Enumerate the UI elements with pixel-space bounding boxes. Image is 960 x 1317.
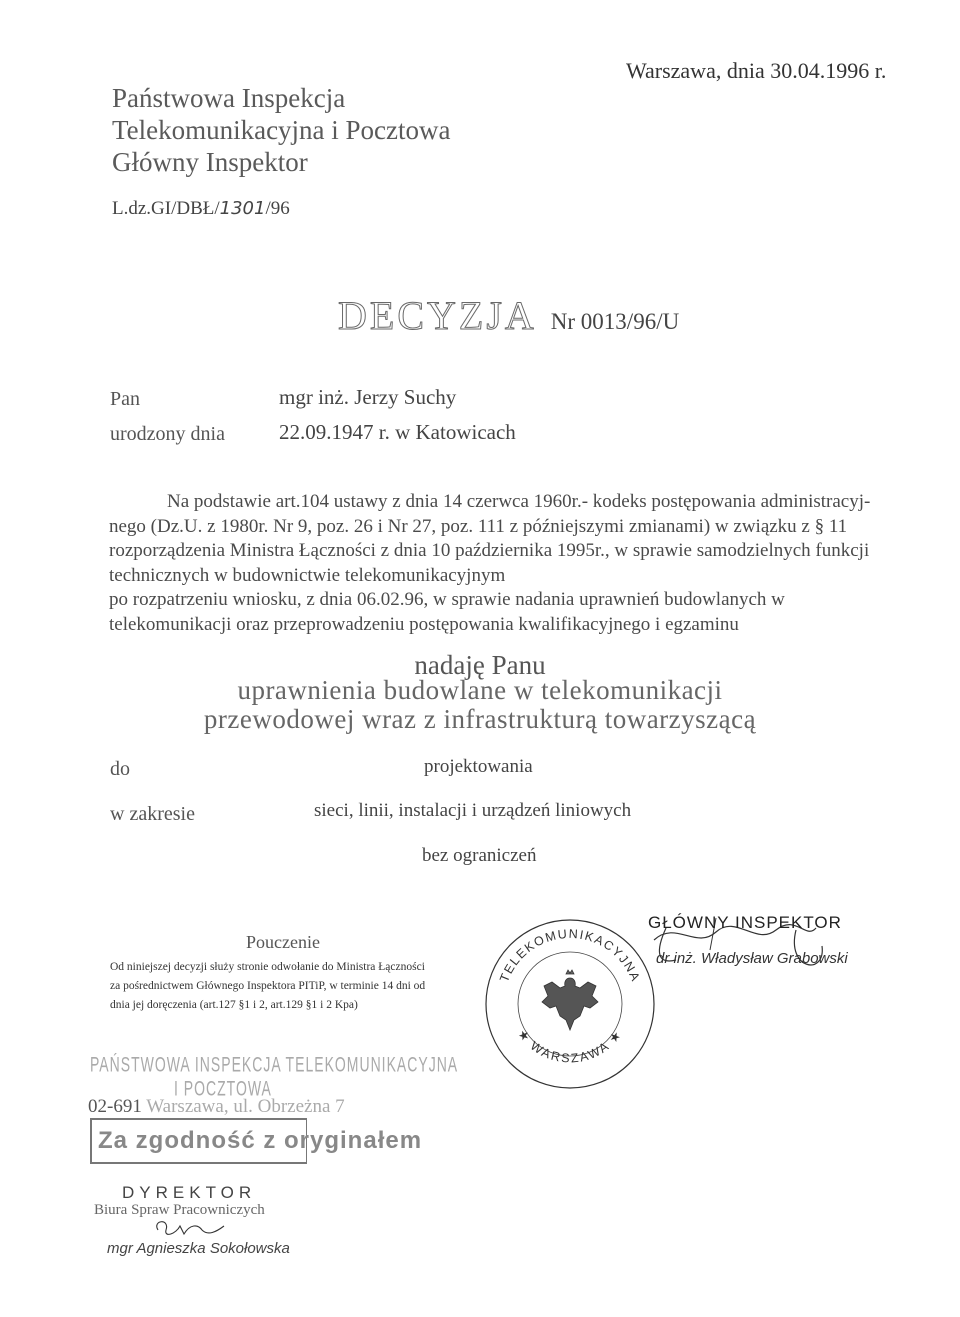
stamp-postcode: 02-691 xyxy=(88,1096,142,1117)
body-line: nego (Dz.U. z 1980r. Nr 9, poz. 26 i Nr 27, poz. 111 z późniejszymi zmianami) w związku z § 11 xyxy=(109,515,848,537)
stamp-address xyxy=(88,1096,345,1118)
institution-line-2: I POCZTOWA xyxy=(174,1076,272,1100)
body-line: po rozpatrzeniu wniosku, z dnia 06.02.96, w sprawie nadania uprawnień budowlanych w xyxy=(109,589,785,610)
pouczenie-text xyxy=(110,958,425,1015)
reference-number xyxy=(112,198,290,220)
issuer-block xyxy=(112,82,451,178)
institution-stamp xyxy=(90,1052,458,1100)
document-title xyxy=(338,292,679,339)
director-title: DYREKTOR xyxy=(122,1183,257,1202)
issuer-line-1: Państwowa Inspekcja xyxy=(112,83,346,113)
director-signature-scribble xyxy=(150,1216,230,1242)
body-line: Na podstawie art.104 ustawy z dnia 14 czerwca 1960r.- kodeks postępowania administracyj- xyxy=(167,491,871,512)
issuer-line-2: Telekomunikacyjna i Pocztowa xyxy=(112,115,451,145)
pouczenie-line: dnia jej doręczenia (art.127 §1 i 2, art.129 §1 i 2 Kpa) xyxy=(110,999,358,1011)
svg-text:★ WARSZAWA ★ xyxy=(515,1027,625,1066)
pouczenie-line: Od niniejszej decyzji służy stronie odwołanie do Ministra Łączności xyxy=(110,961,425,973)
do-value: projektowania xyxy=(424,756,533,777)
pouczenie-title: Pouczenie xyxy=(246,932,320,952)
pouczenie-line: za pośrednictwem Głównego Inspektora PITiP, w terminie 14 dni od xyxy=(110,980,426,992)
pan-label: Pan xyxy=(110,388,140,410)
zakres-label: w zakresie xyxy=(110,803,195,825)
born-label: urodzony dnia xyxy=(110,423,225,445)
grant-line-2: uprawnienia budowlane w telekomunikacji xyxy=(237,675,723,705)
director-office: Biura Spraw Pracowniczych xyxy=(94,1202,265,1218)
decision-body xyxy=(109,490,869,637)
signature-title: GŁÓWNY INSPEKTOR xyxy=(648,913,842,932)
seal-graphic xyxy=(482,916,658,1092)
grant-line-1: nadaję Panu xyxy=(414,650,546,680)
seal-bottom-text: ★ WARSZAWA ★ xyxy=(514,1026,626,1066)
reference-suffix: /96 xyxy=(265,198,290,219)
reference-prefix: L.dz.GI/DBŁ/ xyxy=(112,198,220,219)
title-number: Nr 0013/96/U xyxy=(550,309,680,334)
reference-handwritten: 1301 xyxy=(219,198,266,219)
body-line: technicznych w budownictwie telekomunikacyjnym xyxy=(109,564,506,586)
institution-line-1: PAŃSTWOWA INSPEKCJA TELEKOMUNIKACYJNA xyxy=(90,1052,459,1076)
do-label: do xyxy=(110,758,130,780)
body-line: rozporządzenia Ministra Łączności z dnia 10 października 1995r., w sprawie samodzielnych funkcji xyxy=(109,540,870,561)
svg-text:TELEKOMUNIKACYJNA xyxy=(497,927,643,984)
eagle-icon xyxy=(542,970,598,1030)
seal-top-text: TELEKOMUNIKACYJNA xyxy=(497,926,643,985)
title-main: DECYZJA xyxy=(338,293,537,338)
certified-copy-stamp xyxy=(90,1118,423,1164)
director-name: mgr Agnieszka Sokołowska xyxy=(107,1240,290,1257)
place-date: Warszawa, dnia 30.04.1996 r. xyxy=(626,58,887,83)
limit-value: bez ograniczeń xyxy=(422,845,537,866)
grant-line-3: przewodowej wraz z infrastrukturą towarzyszącą xyxy=(203,704,757,734)
issuer-line-3: Główny Inspektor xyxy=(112,147,308,177)
born-value: 22.09.1947 r. w Katowicach xyxy=(279,420,516,444)
signature-name: dr inż. Władysław Grabowski xyxy=(656,950,848,967)
zakres-value: sieci, linii, instalacji i urządzeń liniowych xyxy=(314,800,632,821)
body-line: telekomunikacji oraz przeprowadzeniu postępowania kwalifikacyjnego i egzaminu xyxy=(109,613,739,635)
addressee-name: mgr inż. Jerzy Suchy xyxy=(279,385,457,409)
official-seal xyxy=(482,916,658,1092)
certified-copy-text: Za zgodność z oryginałem xyxy=(98,1127,423,1154)
stamp-street: Warszawa, ul. Obrzeżna 7 xyxy=(146,1096,345,1117)
